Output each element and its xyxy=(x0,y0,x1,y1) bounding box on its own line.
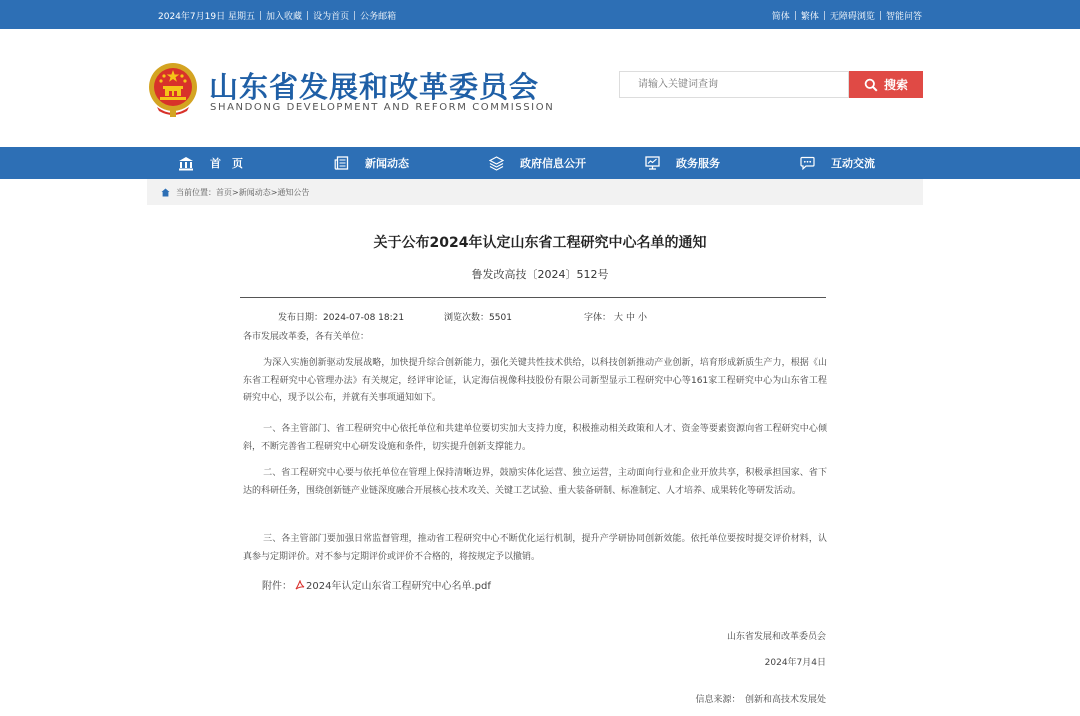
publish-date-meta xyxy=(278,310,404,323)
paragraph-text: 二、省工程研究中心要与依托单位在管理上保持清晰边界，鼓励实体化运营、独立运营，主动面向行业和企业开放共享，积极承担国家、省下达的科研任务，围绕创新链产业链深度融合开展核心技术攻关、关键工艺试验、重大装备研制、标准制定、人才培养、成果转化等研发活动。 xyxy=(243,468,827,496)
simplified-link[interactable]: 简体 xyxy=(771,12,790,22)
search-icon xyxy=(864,78,878,92)
paragraph-text: 为深入实施创新驱动发展战略，加快提升综合创新能力，强化关键共性技术供给，以科技创新推动产业创新，培育形成新质生产力，根据《山东省工程研究中心管理办法》有关规定，经评审论证，认定海信视像科技股份有限公司新型显示工程研究中心等161家工程研究中心为山东省工程研究中心，现予以公布，并就有关事项通知如下。 xyxy=(243,358,827,403)
breadcrumb-separator: > xyxy=(270,187,278,197)
nav-item-gov-info[interactable] xyxy=(489,147,586,179)
accessible-link[interactable]: 无障碍浏览 xyxy=(829,12,875,22)
news-icon xyxy=(334,156,349,170)
pdf-icon xyxy=(295,580,305,590)
separator: | xyxy=(306,10,310,21)
home-icon xyxy=(178,156,194,171)
breadcrumb-current[interactable]: 通知公告 xyxy=(277,187,310,197)
breadcrumb-home[interactable]: 首页 xyxy=(216,187,232,197)
nav-item-label: 首 页 xyxy=(210,157,243,170)
breadcrumb-section[interactable]: 新闻动态 xyxy=(238,187,271,197)
article-paragraph xyxy=(243,421,827,456)
chat-icon xyxy=(800,156,815,170)
views-count: 5501 xyxy=(489,313,512,323)
views-label: 浏览次数： xyxy=(444,313,490,323)
location-home-icon xyxy=(161,188,170,197)
current-date: 2024年7月19日 星期五 xyxy=(158,12,255,22)
font-small-button[interactable]: 小 xyxy=(638,313,648,323)
add-favorite-link[interactable]: 加入收藏 xyxy=(266,12,303,22)
top-bar-left xyxy=(158,9,396,22)
article-paragraph xyxy=(243,355,827,408)
traditional-link[interactable]: 繁体 xyxy=(800,12,819,22)
nav-item-label: 互动交流 xyxy=(831,157,875,170)
separator: | xyxy=(353,10,357,21)
font-medium-button[interactable]: 中 xyxy=(626,313,636,323)
views-meta xyxy=(444,310,512,323)
article-paragraph xyxy=(243,465,827,500)
nav-item-home[interactable] xyxy=(178,147,243,179)
issue-date: 2024年7月4日 xyxy=(764,658,826,668)
nav-item-label: 新闻动态 xyxy=(365,157,409,170)
smart-qa-link[interactable]: 智能问答 xyxy=(885,12,922,22)
mail-link[interactable]: 公务邮箱 xyxy=(360,12,397,22)
paragraph-text: 三、各主管部门要加强日常监督管理，推动省工程研究中心不断优化运行机制，提升产学研协同创新效能。依托单位要按时提交评价材料，认真参与定期评价。对不参与定期评价或评价不合格的，将按规定予以撤销。 xyxy=(243,534,827,562)
main-nav xyxy=(0,147,1080,179)
site-name-en: SHANDONG DEVELOPMENT AND REFORM COMMISSION xyxy=(210,102,555,113)
publish-date: 2024-07-08 18:21 xyxy=(323,313,405,323)
article-title: 关于公布2024年认定山东省工程研究中心名单的通知 xyxy=(373,235,707,251)
site-name-cn: 山东省发展和改革委员会 xyxy=(209,70,540,104)
breadcrumb-prefix: 当前位置： xyxy=(176,187,216,197)
nav-item-services[interactable] xyxy=(645,147,720,179)
monitor-icon xyxy=(645,156,660,170)
nav-item-interaction[interactable] xyxy=(800,147,875,179)
attachment-label: 附件： xyxy=(262,581,292,592)
layers-icon xyxy=(489,156,504,171)
separator: | xyxy=(822,10,826,21)
site-header xyxy=(0,29,1080,147)
font-size-control xyxy=(584,310,647,323)
search-button-label: 搜索 xyxy=(883,78,908,92)
article-paragraph xyxy=(243,531,827,566)
issuer-signature: 山东省发展和改革委员会 xyxy=(726,632,826,642)
publish-date-label: 发布日期： xyxy=(278,313,324,323)
breadcrumb xyxy=(147,179,923,205)
breadcrumb-separator: > xyxy=(232,187,239,197)
title-divider xyxy=(240,297,826,298)
salutation: 各市发展改革委，各有关单位： xyxy=(243,332,370,342)
nav-item-label: 政务服务 xyxy=(676,157,720,170)
set-home-link[interactable]: 设为首页 xyxy=(313,12,350,22)
top-bar-right xyxy=(772,9,922,22)
nav-item-news[interactable] xyxy=(334,147,409,179)
font-size-label: 字体： xyxy=(584,313,612,323)
search-input[interactable] xyxy=(619,71,849,98)
document-number: 鲁发改高技〔2024〕512号 xyxy=(471,268,609,281)
attachment-file-link[interactable]: 2024年认定山东省工程研究中心名单.pdf xyxy=(306,581,491,592)
font-large-button[interactable]: 大 xyxy=(614,313,624,323)
national-emblem-icon xyxy=(147,61,199,119)
info-source: 信息来源： 创新和高技术发展处 xyxy=(695,695,826,705)
separator: | xyxy=(258,10,262,21)
top-utility-bar xyxy=(0,0,1080,29)
separator: | xyxy=(878,10,882,21)
separator: | xyxy=(793,10,797,21)
search-button[interactable] xyxy=(849,71,923,98)
attachment xyxy=(262,577,491,592)
paragraph-text: 一、各主管部门、省工程研究中心依托单位和共建单位要切实加大支持力度，积极推动相关政策和人才、资金等要素资源向省工程研究中心倾斜，不断完善省工程研究中心研发设施和条件，切实提升创新支撑能力。 xyxy=(243,424,827,452)
nav-item-label: 政府信息公开 xyxy=(520,157,586,170)
